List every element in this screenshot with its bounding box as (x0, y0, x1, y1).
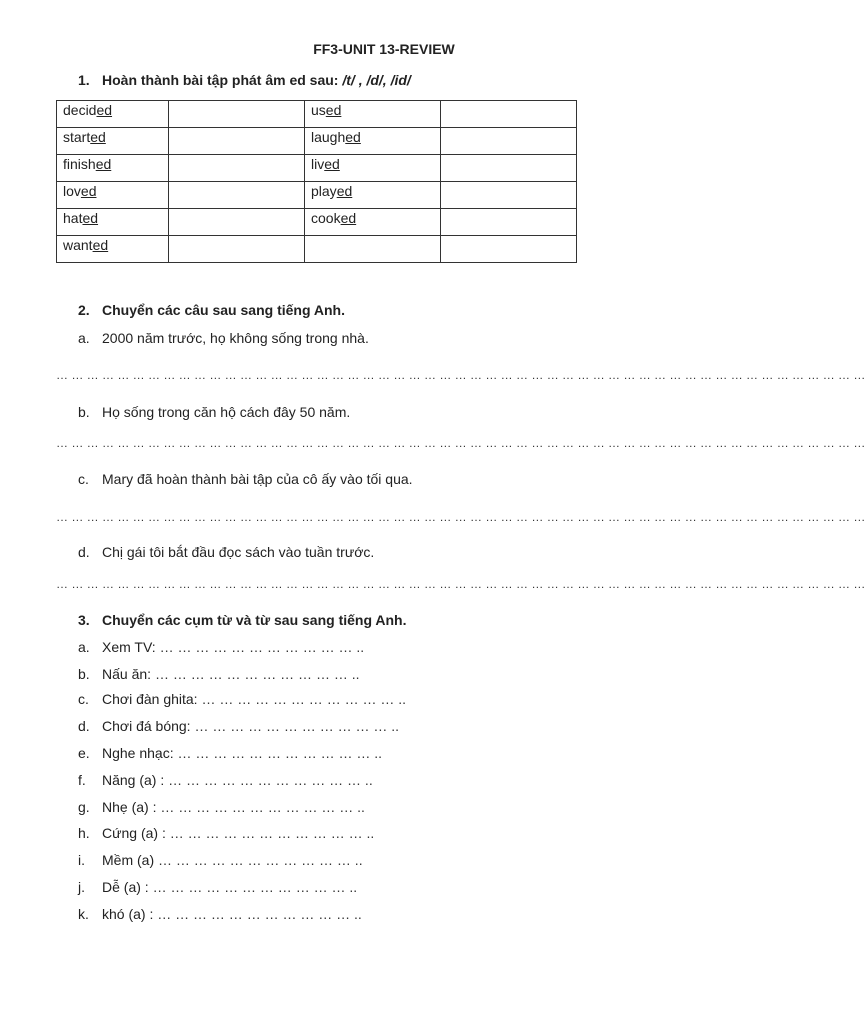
table-row (57, 128, 577, 155)
sentence-item: c. Mary đã hoàn thành bài tập của cô ấy vào tối qua. (78, 471, 413, 487)
word-cell: finished (57, 155, 169, 182)
fill-blank[interactable]: … … … … … … … … … … … .. (168, 772, 373, 788)
fill-blank[interactable]: … … … … … … … … … … … .. (201, 691, 407, 707)
word-cell: cooked (305, 209, 441, 236)
word-cell: hated (57, 209, 169, 236)
answer-cell[interactable] (169, 209, 305, 236)
word-cell: lived (305, 155, 441, 182)
word-cell: used (305, 101, 441, 128)
fill-blank[interactable]: … … … … … … … … … … … .. (152, 879, 358, 895)
sentence-item: b. Họ sống trong căn hộ cách đây 50 năm. (78, 404, 351, 420)
list-item: g. Nhẹ (a) : … … … … … … … … … … … .. (78, 799, 365, 815)
answer-line[interactable]: … … … … … … … … … … … … … … … … … … … … … … … … … … … … … … … … … … … … … … … … … … … … … … … … … … … … … (56, 510, 865, 524)
section-2-heading (78, 302, 345, 318)
ed-pronunciation-table (56, 100, 577, 263)
fill-blank[interactable]: … … … … … … … … … … … .. (154, 666, 360, 682)
word-cell: loved (57, 182, 169, 209)
list-item: j. Dễ (a) : … … … … … … … … … … … .. (78, 879, 358, 895)
answer-cell[interactable] (441, 209, 577, 236)
answer-line[interactable]: … … … … … … … … … … … … … … … … … … … … … … … … … … … … … … … … … … … … … … … … … … … … … … … … … … … … … (56, 368, 865, 382)
fill-blank[interactable]: … … … … … … … … … … … .. (169, 825, 375, 841)
page-title: FF3-UNIT 13-REVIEW (313, 41, 455, 57)
answer-line[interactable]: … … … … … … … … … … … … … … … … … … … … … … … … … … … … … … … … … … … … … … … … … … … … … … … … … … … … … (56, 436, 865, 450)
section-1-ipa: /t/ , /d/, /id/ (342, 72, 411, 88)
list-item: k. khó (a) : … … … … … … … … … … … .. (78, 906, 362, 922)
fill-blank[interactable]: … … … … … … … … … … … .. (159, 639, 365, 655)
list-item: h. Cứng (a) : … … … … … … … … … … … .. (78, 825, 375, 841)
sentence-item: a. 2000 năm trước, họ không sống trong nhà. (78, 330, 369, 346)
list-item: d. Chơi đá bóng: … … … … … … … … … … … .. (78, 718, 400, 734)
answer-cell[interactable] (441, 182, 577, 209)
word-cell: decided (57, 101, 169, 128)
answer-cell[interactable] (169, 182, 305, 209)
list-item: i. Mềm (a) … … … … … … … … … … … .. (78, 852, 363, 868)
section-3-text: Chuyển các cụm từ và từ sau sang tiếng Anh. (102, 612, 407, 628)
word-cell: wanted (57, 236, 169, 263)
fill-blank[interactable]: … … … … … … … … … … … .. (194, 718, 400, 734)
answer-cell[interactable] (169, 155, 305, 182)
section-1-text: Hoàn thành bài tập phát âm ed sau: (102, 72, 339, 88)
list-item: b. Nấu ăn: … … … … … … … … … … … .. (78, 666, 360, 682)
fill-blank[interactable]: … … … … … … … … … … … .. (160, 799, 365, 815)
list-item: a. Xem TV: … … … … … … … … … … … .. (78, 639, 365, 655)
table-row (57, 155, 577, 182)
fill-blank[interactable]: … … … … … … … … … … … .. (177, 745, 383, 761)
answer-cell[interactable] (169, 128, 305, 155)
list-item: c. Chơi đàn ghita: … … … … … … … … … … … .. (78, 691, 407, 707)
section-3-number: 3. (78, 612, 90, 628)
list-item: f. Năng (a) : … … … … … … … … … … … .. (78, 772, 373, 788)
table-row (57, 209, 577, 236)
answer-cell[interactable] (441, 236, 577, 263)
answer-cell[interactable] (169, 236, 305, 263)
answer-cell[interactable] (441, 155, 577, 182)
table-row (57, 101, 577, 128)
table-row (57, 236, 577, 263)
list-item: e. Nghe nhạc: … … … … … … … … … … … .. (78, 745, 383, 761)
section-2-number: 2. (78, 302, 90, 318)
table-row (57, 182, 577, 209)
section-2-text: Chuyển các câu sau sang tiếng Anh. (102, 302, 345, 318)
word-cell (305, 236, 441, 263)
word-cell: started (57, 128, 169, 155)
section-1-heading (78, 72, 411, 88)
answer-cell[interactable] (441, 128, 577, 155)
answer-line[interactable]: … … … … … … … … … … … … … … … … … … … … … … … … … … … … … … … … … … … … … … … … … … … … … … … … … … … … … (56, 577, 865, 591)
answer-cell[interactable] (441, 101, 577, 128)
section-3-heading (78, 612, 407, 628)
section-1-number: 1. (78, 72, 90, 88)
word-cell: laughed (305, 128, 441, 155)
fill-blank[interactable]: … … … … … … … … … … … .. (157, 906, 362, 922)
fill-blank[interactable]: … … … … … … … … … … … .. (158, 852, 363, 868)
sentence-item: d. Chị gái tôi bắt đầu đọc sách vào tuần trước. (78, 544, 375, 560)
answer-cell[interactable] (169, 101, 305, 128)
word-cell: played (305, 182, 441, 209)
